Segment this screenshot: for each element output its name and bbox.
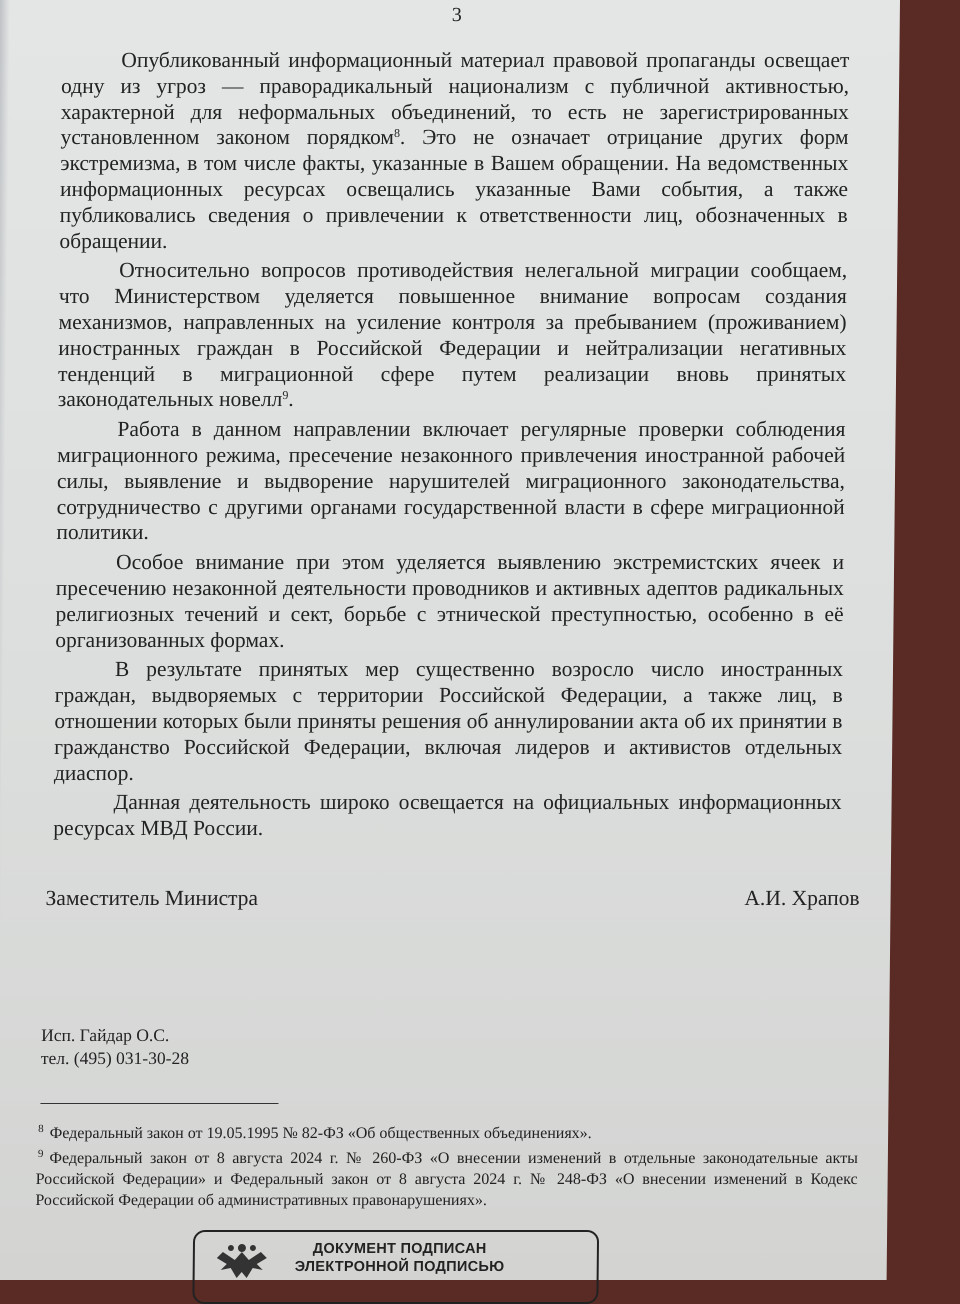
paragraph-5: В результате принятых мер существенно возросло число иностранных граждан, выдворяемых с территории Российской Федерации, а также лиц, в отношении которых были приняты решения об аннулировании акта об их принятии в гражданство Российской Федерации, включая лидеров и активистов отдельных диаспор. xyxy=(53,657,844,785)
footnote-text: Федеральный закон от 19.05.1995 № 82-ФЗ «Об общественных объединениях». xyxy=(49,1125,592,1142)
footnote-ref: 9 xyxy=(282,388,289,403)
paragraph-4: Особое внимание при этом уделяется выявлению экстремистских ячеек и пресечению незаконной деятельности проводников и активных адептов радикальных религиозных течений и сект, борьбе с этнической преступностью, особенно в её организованных формах. xyxy=(55,550,845,652)
page-edge-shadow xyxy=(0,0,10,1280)
paragraph-6: Данная деятельность широко освещается на официальных информационных ресурсах МВД России. xyxy=(53,790,842,841)
paragraph-text: Опубликованный информационный материал правовой пропаганды освещает одну из угроз — праворадикальный национализм с публичной активностью, характерной для неформальных объединений, то есть не зарегистрированных установленном законом порядком xyxy=(60,48,850,150)
page-number: 3 xyxy=(451,4,462,26)
footnotes xyxy=(35,1119,858,1211)
signatory-position: Заместитель Министра xyxy=(45,886,259,910)
signatory-name: А.И. Храпов xyxy=(744,886,860,910)
executor-phone: тел. (495) 031-30-28 xyxy=(40,1048,190,1068)
executor-name: Исп. Гайдар О.С. xyxy=(41,1025,170,1045)
paragraph-text: Относительно вопросов противодействия нелегальной миграции сообщаем, что Министерством уделяется повышенное внимание вопросам создания механизмов, направленных на усиление контроля за пребыванием (проживанием) иностранных граждан в Российской Федерации и нейтрализации негативных тенденций в миграционной сфере путем реализации вновь принятых законодательных новелл xyxy=(57,258,848,412)
paragraph-tail: . xyxy=(288,387,294,412)
paragraph-tail: . Это не означает отрицание других форм экстремизма, в том числе факты, указанные в Вашем обращении. На ведомственных информационных ресурсах освещались указанные Вами события, а также публиковались сведения о привлечении к ответственности лиц, обозначенных в обращении. xyxy=(59,125,849,253)
e-signature-stamp xyxy=(192,1230,599,1304)
footnote-separator xyxy=(40,1103,278,1104)
stamp-text xyxy=(295,1240,505,1276)
paragraph-1 xyxy=(59,48,849,254)
footnote-9 xyxy=(35,1144,858,1211)
letter-body xyxy=(53,48,849,846)
signature-block xyxy=(45,886,859,911)
footnote-ref: 8 xyxy=(393,126,401,141)
footnote-mark: 9 xyxy=(37,1148,44,1160)
footnote-text: Федеральный закон от 8 августа 2024 г. № 260-ФЗ «О внесении изменений в отдельные законодательные акты Российской Федерации» и Федеральный закон от 8 августа 2024 г. № 248-ФЗ «О внесении изменений в Кодекс Российской Федерации об административных правонарушениях». xyxy=(35,1150,858,1209)
executor-block xyxy=(41,1024,190,1070)
double-headed-eagle-icon xyxy=(213,1238,271,1284)
paragraph-3: Работа в данном направлении включает регулярные проверки соблюдения миграционного режима, пресечение незаконного привлечения иностранной рабочей силы, выявление и выдворение нарушителей миграционного законодательства, сотрудничество с другими органами государственной власти в сфере миграционной политики. xyxy=(56,417,846,545)
footnote-mark: 8 xyxy=(38,1123,44,1135)
stamp-line-2: ЭЛЕКТРОННОЙ ПОДПИСЬЮ xyxy=(294,1259,505,1275)
stamp-line-1: ДОКУМЕНТ ПОДПИСАН xyxy=(312,1241,487,1257)
footnote-8 xyxy=(36,1119,858,1144)
paragraph-2 xyxy=(58,258,848,413)
